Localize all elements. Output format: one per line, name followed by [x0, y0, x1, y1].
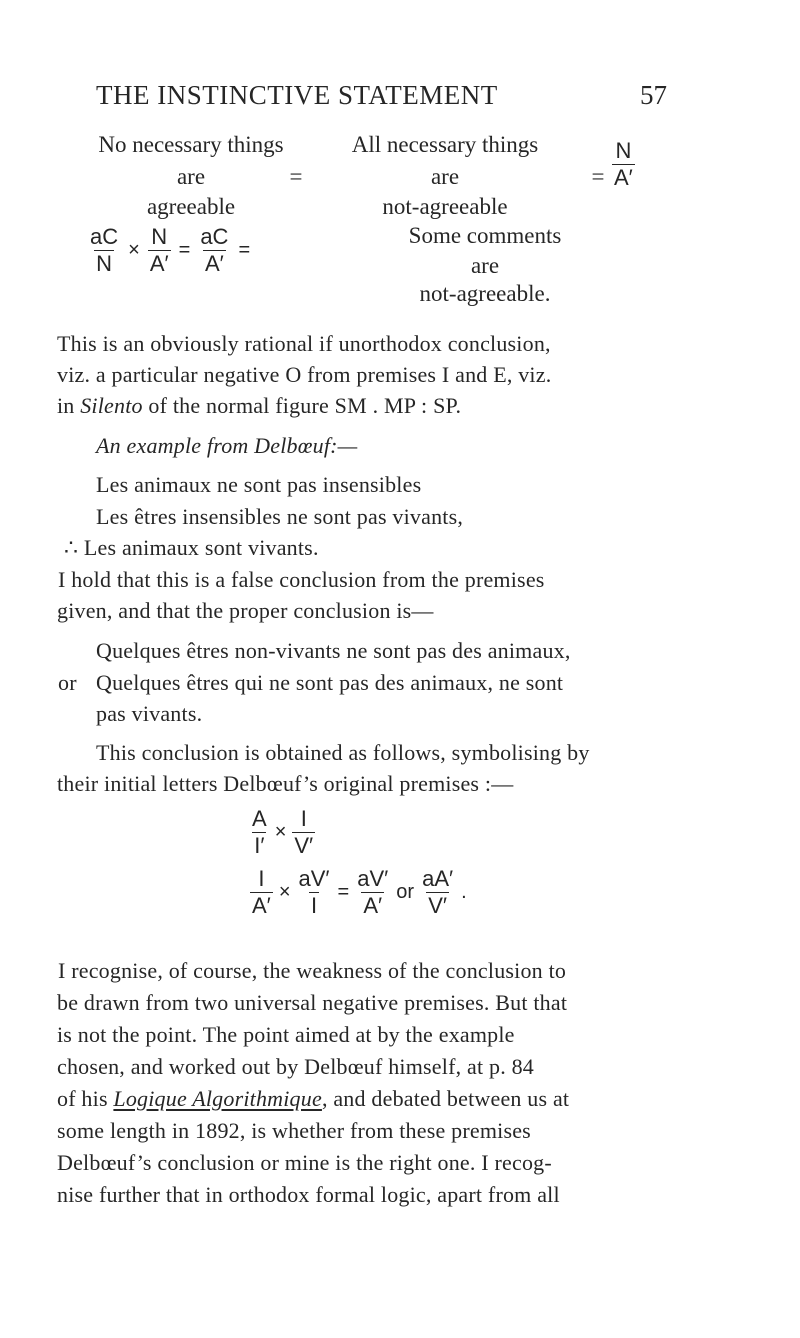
- equals-sign: =: [289, 164, 303, 189]
- running-head: THE INSTINCTIVE STATEMENT: [96, 80, 498, 110]
- numerator: N: [615, 138, 632, 163]
- text-line: be drawn from two universal negative premises. But that: [57, 990, 568, 1015]
- formula-row: [250, 808, 315, 857]
- equals-sign: =: [591, 164, 605, 189]
- col2-row2: are: [430, 164, 460, 189]
- numerator: aA′: [422, 866, 454, 891]
- denominator: V′: [294, 833, 314, 858]
- text-line: I hold that this is a false conclusion from the premises: [58, 567, 545, 592]
- numerator: aC: [90, 224, 119, 249]
- denominator: A′: [149, 251, 169, 276]
- proper-conclusion-line: pas vivants.: [96, 701, 203, 726]
- denominator: A′: [614, 165, 633, 190]
- numerator: A: [252, 806, 267, 831]
- numerator: aC: [200, 224, 229, 249]
- text-line: given, and that the proper conclusion is—: [57, 598, 434, 623]
- times-sign: ×: [128, 239, 140, 261]
- proper-conclusion-line: Quelques êtres non-vivants ne sont pas des animaux,: [96, 638, 571, 663]
- text-line: I recognise, of course, the weakness of the conclusion to: [58, 958, 567, 983]
- text-line: their initial letters Delbœuf’s original premises :—: [57, 771, 514, 796]
- equals-sign: =: [178, 239, 191, 261]
- numerator: aV′: [298, 866, 330, 891]
- denominator: A′: [204, 251, 224, 276]
- text-line: Delbœuf’s conclusion or mine is the right one. I recog-: [57, 1150, 552, 1175]
- col1-heading: No necessary things: [98, 132, 284, 157]
- conclusion-row3: not-agreeable.: [419, 281, 551, 306]
- italic-term: Logique Algorithmique: [113, 1086, 322, 1111]
- times-sign: ×: [278, 881, 291, 903]
- text-line: This conclusion is obtained as follows, symbolising by: [96, 740, 590, 765]
- denominator: A′: [252, 893, 271, 918]
- text-line: of his Logique Algorithmique, and debated between us at: [57, 1086, 570, 1111]
- times-sign: ×: [274, 821, 287, 843]
- col2-heading: All necessary things: [351, 132, 539, 157]
- equals-sign: =: [238, 239, 251, 261]
- denominator: A′: [363, 893, 383, 918]
- conclusion-row1: Some comments: [408, 223, 562, 248]
- text-line: nise further that in orthodox formal logic, apart from all: [57, 1182, 560, 1207]
- text-line: chosen, and worked out by Delbœuf himself, at p. 84: [57, 1054, 534, 1079]
- denominator: I′: [254, 833, 265, 858]
- text-line: in Silento of the normal figure SM . MP : SP.: [57, 393, 462, 418]
- or-word: or: [396, 881, 415, 903]
- formula-row: [250, 868, 467, 917]
- numerator: I: [258, 866, 265, 891]
- fraction: [612, 140, 635, 189]
- page-number: 57: [640, 80, 667, 110]
- proper-conclusion-line: Quelques êtres qui ne sont pas des animaux, ne sont: [96, 670, 564, 695]
- example-line: ∴ Les animaux sont vivants.: [64, 535, 319, 560]
- text-line: viz. a particular negative O from premises I and E, viz.: [57, 362, 552, 387]
- text-line: is not the point. The point aimed at by the example: [57, 1022, 515, 1047]
- conclusion-row2: are: [470, 253, 500, 278]
- denominator: N: [96, 251, 112, 276]
- denominator: I: [310, 893, 318, 918]
- numerator: aV′: [357, 866, 389, 891]
- example-line: Les êtres insensibles ne sont pas vivants,: [96, 504, 464, 529]
- equals-sign: =: [337, 881, 350, 903]
- or-word: or: [58, 670, 77, 695]
- col1-row3: agreeable: [146, 194, 236, 219]
- italic-term: Silento: [80, 393, 143, 418]
- col1-row2: are: [176, 164, 206, 189]
- denominator: V′: [428, 893, 447, 918]
- numerator: I: [300, 806, 307, 831]
- example-heading: An example from Delbœuf:—: [96, 433, 358, 458]
- numerator: N: [151, 224, 168, 249]
- text-line: This is an obviously rational if unorthodox conclusion,: [57, 331, 551, 356]
- example-line: Les animaux ne sont pas insensibles: [96, 472, 422, 497]
- text-line: some length in 1892, is whether from these premises: [57, 1118, 531, 1143]
- col2-row3: not-agreeable: [382, 194, 508, 219]
- period: .: [461, 881, 467, 903]
- formula-row: [88, 226, 250, 275]
